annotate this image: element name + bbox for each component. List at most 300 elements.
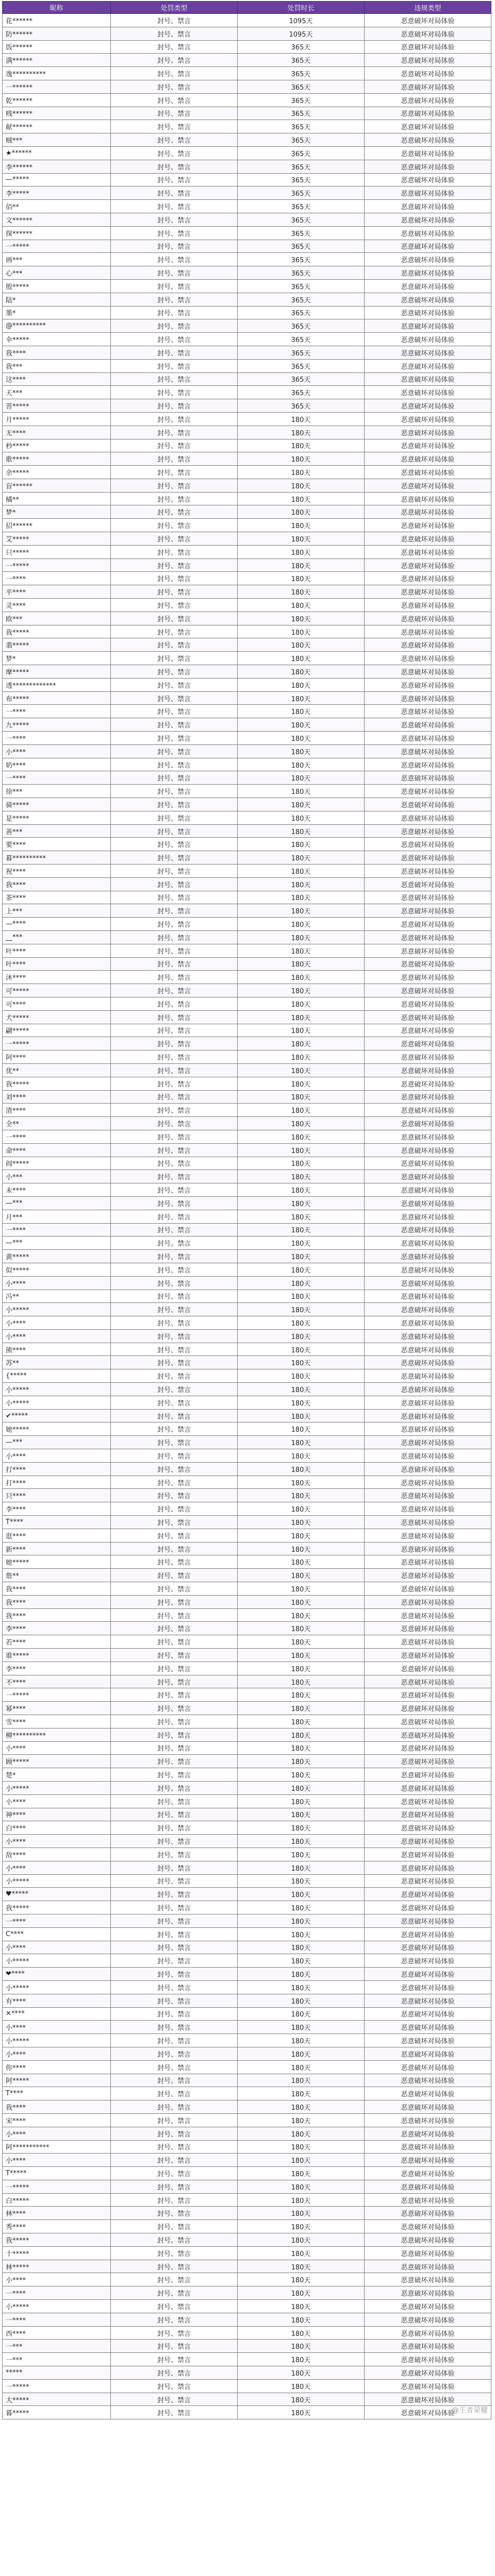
nickname-cell: 一**** (3, 1130, 111, 1143)
penalty-type-cell: 封号、禁言 (111, 1688, 238, 1702)
penalty-duration-cell: 180天 (238, 2180, 365, 2193)
penalty-type-cell: 封号、禁言 (111, 1210, 238, 1223)
penalty-type-cell: 封号、禁言 (111, 67, 238, 80)
nickname-cell: 一**** (3, 732, 111, 745)
violation-type-cell: 恶意破坏对局体验 (365, 2127, 491, 2140)
nickname-cell: 她***** (3, 1422, 111, 1436)
penalty-type-cell: 封号、禁言 (111, 2127, 238, 2140)
nickname-cell: 打**** (3, 1462, 111, 1476)
nickname-cell: 墨* (3, 306, 111, 319)
nickname-cell: 小**** (3, 1794, 111, 1808)
nickname-cell: 一*** (3, 2340, 111, 2353)
penalty-type-cell: 封号、禁言 (111, 811, 238, 824)
penalty-type-cell: 封号、禁言 (111, 930, 238, 944)
penalty-type-cell: 封号、禁言 (111, 1409, 238, 1422)
violation-type-cell: 恶意破坏对局体验 (365, 439, 491, 452)
violation-type-cell: 恶意破坏对局体验 (365, 930, 491, 944)
penalty-type-cell: 封号、禁言 (111, 1941, 238, 1954)
violation-type-cell: 恶意破坏对局体验 (365, 652, 491, 665)
nickname-cell: 我***** (3, 1077, 111, 1090)
nickname-cell: 天*** (3, 386, 111, 399)
penalty-type-cell: 封号、禁言 (111, 1050, 238, 1064)
nickname-cell: 招****** (3, 519, 111, 532)
table-row (3, 599, 491, 612)
penalty-duration-cell: 180天 (238, 1236, 365, 1250)
nickname-cell: 白***** (3, 2193, 111, 2207)
violation-type-cell: 恶意破坏对局体验 (365, 1409, 491, 1422)
table-row (3, 2100, 491, 2114)
penalty-type-cell: 封号、禁言 (111, 851, 238, 865)
violation-type-cell: 恶意破坏对局体验 (365, 678, 491, 691)
penalty-type-cell: 封号、禁言 (111, 146, 238, 160)
penalty-duration-cell: 180天 (238, 1502, 365, 1516)
nickname-cell: 一***** (3, 1037, 111, 1050)
nickname-cell: 阎***** (3, 1157, 111, 1170)
table-row (3, 865, 491, 878)
violation-type-cell: 恶意破坏对局体验 (365, 599, 491, 612)
table-row (3, 1941, 491, 1954)
nickname-cell: 暮********** (3, 851, 111, 865)
nickname-cell: 一***** (3, 558, 111, 572)
penalty-type-cell: 封号、禁言 (111, 1980, 238, 1994)
header-penalty-duration: 处罚时长 (238, 2, 365, 14)
nickname-cell: 贼*** (3, 133, 111, 147)
nickname-cell: —**** (3, 918, 111, 931)
penalty-type-cell: 封号、禁言 (111, 1343, 238, 1356)
penalty-duration-cell: 180天 (238, 678, 365, 691)
table-row (3, 2379, 491, 2393)
nickname-cell: 小**** (3, 1741, 111, 1755)
nickname-cell: 布***** (3, 691, 111, 705)
nickname-cell: 渣**** (3, 1104, 111, 1117)
penalty-type-cell: 封号、禁言 (111, 1529, 238, 1542)
table-row (3, 2021, 491, 2034)
table-row (3, 1383, 491, 1396)
penalty-duration-cell: 365天 (238, 372, 365, 386)
table-row (3, 1117, 491, 1130)
penalty-duration-cell: 180天 (238, 1582, 365, 1596)
table-row (3, 266, 491, 280)
table-row (3, 1290, 491, 1303)
table-row (3, 558, 491, 572)
table-row (3, 1768, 491, 1782)
violation-type-cell: 恶意破坏对局体验 (365, 811, 491, 824)
violation-type-cell: 恶意破坏对局体验 (365, 1768, 491, 1782)
penalty-type-cell: 封号、禁言 (111, 2406, 238, 2419)
table-row (3, 771, 491, 785)
penalty-duration-cell: 180天 (238, 1901, 365, 1914)
nickname-cell: ★****** (3, 146, 111, 160)
violation-type-cell: 恶意破坏对局体验 (365, 732, 491, 745)
table-row (3, 412, 491, 426)
violation-type-cell: 恶意破坏对局体验 (365, 1183, 491, 1197)
table-row (3, 1635, 491, 1649)
penalty-duration-cell: 180天 (238, 1196, 365, 1210)
violation-type-cell: 恶意破坏对局体验 (365, 944, 491, 957)
nickname-cell: 小*** (3, 1170, 111, 1183)
violation-type-cell: 恶意破坏对局体验 (365, 585, 491, 599)
nickname-cell: 我**** (3, 877, 111, 891)
table-row (3, 2140, 491, 2154)
penalty-duration-cell: 180天 (238, 2060, 365, 2074)
penalty-duration-cell: 180天 (238, 1941, 365, 1954)
violation-type-cell: 恶意破坏对局体验 (365, 1196, 491, 1210)
penalty-type-cell: 封号、禁言 (111, 1848, 238, 1861)
nickname-cell: 祝**** (3, 865, 111, 878)
violation-type-cell: 恶意破坏对局体验 (365, 519, 491, 532)
penalty-duration-cell: 365天 (238, 67, 365, 80)
table-row (3, 1489, 491, 1502)
nickname-cell: 苏** (3, 1356, 111, 1369)
nickname-cell: T***** (3, 2167, 111, 2180)
penalty-type-cell: 封号、禁言 (111, 612, 238, 625)
violation-type-cell: 恶意破坏对局体验 (365, 1755, 491, 1768)
nickname-cell: 骑***** (3, 798, 111, 811)
violation-type-cell: 恶意破坏对局体验 (365, 2034, 491, 2047)
nickname-cell: 你**** (3, 2060, 111, 2074)
table-row (3, 1024, 491, 1037)
penalty-duration-cell: 180天 (238, 1250, 365, 1263)
penalty-duration-cell: 365天 (238, 160, 365, 173)
table-row (3, 971, 491, 984)
penalty-type-cell: 封号、禁言 (111, 213, 238, 226)
table-row (3, 1649, 491, 1662)
violation-type-cell: 恶意破坏对局体验 (365, 279, 491, 293)
penalty-duration-cell: 180天 (238, 2366, 365, 2380)
penalty-type-cell: 封号、禁言 (111, 505, 238, 519)
nickname-cell: 小***** (3, 1303, 111, 1316)
penalty-type-cell: 封号、禁言 (111, 1874, 238, 1888)
penalty-duration-cell: 180天 (238, 1183, 365, 1197)
penalty-type-cell: 封号、禁言 (111, 2074, 238, 2087)
table-row (3, 1994, 491, 2007)
penalty-duration-cell: 180天 (238, 1781, 365, 1794)
violation-type-cell: 恶意破坏对局体验 (365, 2087, 491, 2100)
penalty-type-cell: 封号、禁言 (111, 997, 238, 1010)
penalty-duration-cell: 1095天 (238, 14, 365, 27)
penalty-type-cell: 封号、禁言 (111, 2313, 238, 2326)
penalty-duration-cell: 180天 (238, 2286, 365, 2300)
violation-type-cell: 恶意破坏对局体验 (365, 2207, 491, 2220)
penalty-duration-cell: 365天 (238, 93, 365, 107)
penalty-duration-cell: 180天 (238, 1383, 365, 1396)
violation-type-cell: 恶意破坏对局体验 (365, 1688, 491, 1702)
nickname-cell: 欧*** (3, 612, 111, 625)
violation-type-cell: 恶意破坏对局体验 (365, 877, 491, 891)
penalty-type-cell: 封号、禁言 (111, 93, 238, 107)
violation-type-cell: 恶意破坏对局体验 (365, 1715, 491, 1728)
table-row (3, 2193, 491, 2207)
nickname-cell: 防****** (3, 27, 111, 40)
table-row (3, 1835, 491, 1848)
penalty-duration-cell: 180天 (238, 519, 365, 532)
penalty-type-cell: 封号、禁言 (111, 2021, 238, 2034)
penalty-duration-cell: 180天 (238, 1436, 365, 1449)
penalty-duration-cell: 180天 (238, 2353, 365, 2366)
violation-type-cell: 恶意破坏对局体验 (365, 545, 491, 558)
table-row (3, 1449, 491, 1463)
penalty-type-cell: 封号、禁言 (111, 1794, 238, 1808)
header-nickname: 昵称 (3, 2, 111, 14)
table-row (3, 758, 491, 771)
penalty-type-cell: 封号、禁言 (111, 492, 238, 505)
penalty-duration-cell: 180天 (238, 2047, 365, 2060)
penalty-duration-cell: 365天 (238, 146, 365, 160)
penalty-duration-cell: 180天 (238, 452, 365, 466)
penalty-duration-cell: 365天 (238, 107, 365, 120)
nickname-cell: 神**** (3, 1808, 111, 1821)
nickname-cell: 我**** (3, 1582, 111, 1596)
violation-type-cell: 恶意破坏对局体验 (365, 1343, 491, 1356)
penalty-type-cell: 封号、禁言 (111, 1622, 238, 1635)
nickname-cell: {***** (3, 1369, 111, 1383)
nickname-cell: __*** (3, 930, 111, 944)
penalty-duration-cell: 180天 (238, 1143, 365, 1157)
violation-type-cell: 恶意破坏对局体验 (365, 399, 491, 413)
violation-type-cell: 恶意破坏对局体验 (365, 865, 491, 878)
violation-type-cell: 恶意破坏对局体验 (365, 372, 491, 386)
penalty-duration-cell: 180天 (238, 1024, 365, 1037)
nickname-cell: —***** (3, 173, 111, 187)
violation-type-cell: 恶意破坏对局体验 (365, 2260, 491, 2273)
nickname-cell: 黄***** (3, 1250, 111, 1263)
penalty-duration-cell: 180天 (238, 585, 365, 599)
table-row (3, 1874, 491, 1888)
violation-type-cell: 恶意破坏对局体验 (365, 2393, 491, 2406)
nickname-cell: 逛**** (3, 1529, 111, 1542)
violation-type-cell: 恶意破坏对局体验 (365, 466, 491, 479)
nickname-cell: ✔***** (3, 1409, 111, 1422)
table-row (3, 585, 491, 599)
table-row (3, 1316, 491, 1330)
penalty-duration-cell: 180天 (238, 2379, 365, 2393)
violation-type-cell: 恶意破坏对局体验 (365, 1037, 491, 1050)
penalty-duration-cell: 180天 (238, 2246, 365, 2260)
violation-type-cell: 恶意破坏对局体验 (365, 266, 491, 280)
nickname-cell: 只***** (3, 545, 111, 558)
violation-type-cell: 恶意破坏对局体验 (365, 2326, 491, 2340)
nickname-cell: 梦* (3, 505, 111, 519)
penalty-duration-cell: 365天 (238, 200, 365, 213)
penalty-type-cell: 封号、禁言 (111, 1595, 238, 1608)
penalty-duration-cell: 180天 (238, 599, 365, 612)
penalty-type-cell: 封号、禁言 (111, 798, 238, 811)
penalty-type-cell: 封号、禁言 (111, 877, 238, 891)
table-row (3, 1263, 491, 1276)
violation-type-cell: 恶意破坏对局体验 (365, 1569, 491, 1582)
penalty-type-cell: 封号、禁言 (111, 1037, 238, 1050)
violation-type-cell: 恶意破坏对局体验 (365, 971, 491, 984)
penalty-type-cell: 封号、禁言 (111, 1223, 238, 1236)
table-row (3, 2034, 491, 2047)
nickname-cell: 平**** (3, 585, 111, 599)
penalty-type-cell: 封号、禁言 (111, 1462, 238, 1476)
penalty-type-cell: 封号、禁言 (111, 1290, 238, 1303)
nickname-cell: 翩***** (3, 1024, 111, 1037)
violation-type-cell: 恶意破坏对局体验 (365, 1888, 491, 1901)
violation-type-cell: 恶意破坏对局体验 (365, 1901, 491, 1914)
nickname-cell: 命**** (3, 1143, 111, 1157)
violation-type-cell: 恶意破坏对局体验 (365, 2220, 491, 2233)
ban-table (2, 1, 491, 2419)
penalty-type-cell: 封号、禁言 (111, 1090, 238, 1104)
penalty-duration-cell: 180天 (238, 1223, 365, 1236)
nickname-cell: 月***** (3, 412, 111, 426)
nickname-cell: 茶**** (3, 891, 111, 904)
penalty-duration-cell: 180天 (238, 1462, 365, 1476)
penalty-type-cell: 封号、禁言 (111, 54, 238, 67)
penalty-type-cell: 封号、禁言 (111, 2286, 238, 2300)
nickname-cell: 李**** (3, 1622, 111, 1635)
nickname-cell: 橘** (3, 492, 111, 505)
nickname-cell: 一***** (3, 2379, 111, 2393)
violation-type-cell: 恶意破坏对局体验 (365, 1143, 491, 1157)
table-row (3, 1582, 491, 1596)
penalty-type-cell: 封号、禁言 (111, 718, 238, 732)
table-row (3, 851, 491, 865)
nickname-cell: 月*** (3, 1210, 111, 1223)
penalty-type-cell: 封号、禁言 (111, 1130, 238, 1143)
nickname-cell: 小**** (3, 2127, 111, 2140)
nickname-cell: 秀**** (3, 2220, 111, 2233)
table-row (3, 532, 491, 546)
table-row (3, 519, 491, 532)
table-row (3, 944, 491, 957)
table-row (3, 505, 491, 519)
table-row (3, 1927, 491, 1941)
nickname-cell: 梦* (3, 652, 111, 665)
penalty-duration-cell: 180天 (238, 1422, 365, 1436)
nickname-cell: 殷***** (3, 279, 111, 293)
violation-type-cell: 恶意破坏对局体验 (365, 200, 491, 213)
violation-type-cell: 恶意破坏对局体验 (365, 1941, 491, 1954)
violation-type-cell: 恶意破坏对局体验 (365, 1728, 491, 1741)
penalty-duration-cell: 180天 (238, 918, 365, 931)
penalty-duration-cell: 180天 (238, 2127, 365, 2140)
violation-type-cell: 恶意破坏对局体验 (365, 1808, 491, 1821)
nickname-cell: 我**** (3, 1595, 111, 1608)
nickname-cell: 这**** (3, 372, 111, 386)
violation-type-cell: 恶意破坏对局体验 (365, 838, 491, 851)
violation-type-cell: 恶意破坏对局体验 (365, 1263, 491, 1276)
nickname-cell: 有**** (3, 1994, 111, 2007)
table-row (3, 1622, 491, 1635)
penalty-type-cell: 封号、禁言 (111, 306, 238, 319)
penalty-type-cell: 封号、禁言 (111, 359, 238, 372)
table-row (3, 2326, 491, 2340)
penalty-type-cell: 封号、禁言 (111, 226, 238, 240)
penalty-type-cell: 封号、禁言 (111, 2393, 238, 2406)
penalty-type-cell: 封号、禁言 (111, 957, 238, 971)
nickname-cell: ♥***** (3, 1888, 111, 1901)
table-row (3, 2233, 491, 2247)
penalty-type-cell: 封号、禁言 (111, 319, 238, 333)
nickname-cell: —*** (3, 1236, 111, 1250)
table-row (3, 1502, 491, 1516)
violation-type-cell: 恶意破坏对局体验 (365, 771, 491, 785)
violation-type-cell: 恶意破坏对局体验 (365, 1582, 491, 1596)
nickname-cell: 宋**** (3, 2113, 111, 2127)
table-row (3, 2127, 491, 2140)
nickname-cell: 一**** (3, 2313, 111, 2326)
penalty-duration-cell: 180天 (238, 1063, 365, 1077)
penalty-type-cell: 封号、禁言 (111, 1157, 238, 1170)
penalty-type-cell: 封号、禁言 (111, 1476, 238, 1489)
table-row (3, 2113, 491, 2127)
penalty-type-cell: 封号、禁言 (111, 466, 238, 479)
violation-type-cell: 恶意破坏对局体验 (365, 1050, 491, 1064)
violation-type-cell: 恶意破坏对局体验 (365, 27, 491, 40)
table-row (3, 2007, 491, 2021)
penalty-duration-cell: 180天 (238, 1821, 365, 1835)
table-row (3, 838, 491, 851)
table-row (3, 811, 491, 824)
penalty-type-cell: 封号、禁言 (111, 439, 238, 452)
table-row (3, 918, 491, 931)
violation-type-cell: 恶意破坏对局体验 (365, 1542, 491, 1555)
violation-type-cell: 恶意破坏对局体验 (365, 1635, 491, 1649)
header-row (3, 2, 491, 14)
nickname-cell: 小**** (3, 1941, 111, 1954)
penalty-type-cell: 封号、禁言 (111, 1649, 238, 1662)
table-row (3, 572, 491, 585)
table-row (3, 1569, 491, 1582)
table-row (3, 1409, 491, 1422)
nickname-cell: 冯** (3, 1290, 111, 1303)
penalty-duration-cell: 365天 (238, 319, 365, 333)
nickname-cell: 一***** (3, 240, 111, 253)
table-row (3, 2207, 491, 2220)
penalty-type-cell: 封号、禁言 (111, 1635, 238, 1649)
table-row (3, 133, 491, 147)
violation-type-cell: 恶意破坏对局体验 (365, 691, 491, 705)
penalty-type-cell: 封号、禁言 (111, 372, 238, 386)
penalty-type-cell: 封号、禁言 (111, 479, 238, 492)
nickname-cell: 小**** (3, 2273, 111, 2286)
penalty-duration-cell: 180天 (238, 2313, 365, 2326)
nickname-cell: 一**** (3, 2286, 111, 2300)
table-row (3, 732, 491, 745)
penalty-duration-cell: 180天 (238, 1954, 365, 1968)
violation-type-cell: 恶意破坏对局体验 (365, 984, 491, 997)
violation-type-cell: 恶意破坏对局体验 (365, 1954, 491, 1968)
table-row (3, 1741, 491, 1755)
nickname-cell: 似***** (3, 1263, 111, 1276)
violation-type-cell: 恶意破坏对局体验 (365, 891, 491, 904)
penalty-type-cell: 封号、禁言 (111, 1861, 238, 1874)
table-row (3, 1143, 491, 1157)
violation-type-cell: 恶意破坏对局体验 (365, 2340, 491, 2353)
table-row (3, 1436, 491, 1449)
nickname-cell: 刘**** (3, 1090, 111, 1104)
table-row (3, 1888, 491, 1901)
table-row (3, 479, 491, 492)
penalty-duration-cell: 180天 (238, 798, 365, 811)
penalty-duration-cell: 180天 (238, 612, 365, 625)
violation-type-cell: 恶意破坏对局体验 (365, 80, 491, 93)
table-row (3, 1223, 491, 1236)
nickname-cell: 雪**** (3, 1715, 111, 1728)
penalty-duration-cell: 180天 (238, 2167, 365, 2180)
penalty-type-cell: 封号、禁言 (111, 944, 238, 957)
violation-type-cell: 恶意破坏对局体验 (365, 572, 491, 585)
penalty-duration-cell: 180天 (238, 652, 365, 665)
penalty-type-cell: 封号、禁言 (111, 1821, 238, 1835)
nickname-cell: 我**** (3, 1608, 111, 1622)
nickname-cell: 可**** (3, 997, 111, 1010)
violation-type-cell: 恶意破坏对局体验 (365, 333, 491, 346)
penalty-duration-cell: 180天 (238, 1768, 365, 1782)
